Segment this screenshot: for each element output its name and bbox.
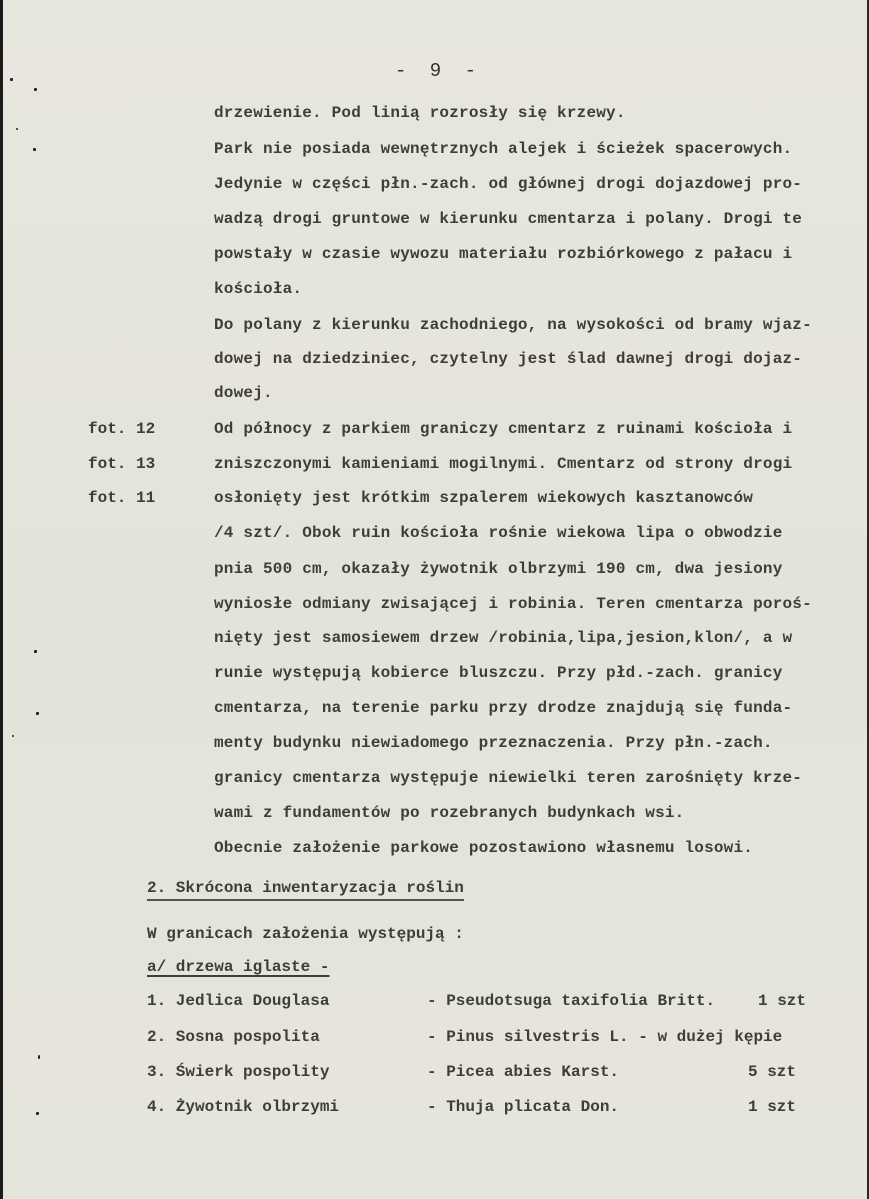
text-line: Park nie posiada wewnętrznych alejek i ścieżek spacerowych. — [214, 140, 793, 158]
subsection-heading: a/ drzewa iglaste - — [147, 958, 330, 976]
text-line: cmentarza, na terenie parku przy drodze znajdują się funda- — [214, 699, 793, 717]
plant-name: 3. Świerk pospolity — [147, 1063, 330, 1081]
text-line: dowej na dziedziniec, czytelny jest ślad dawnej drogi dojaz- — [214, 350, 803, 368]
section-intro: W granicach założenia występują : — [147, 925, 464, 943]
plant-name: 2. Sosna pospolita — [147, 1028, 320, 1046]
text-line: powstały w czasie wywozu materiału rozbiórkowego z pałacu i — [214, 245, 793, 263]
text-line: Do polany z kierunku zachodniego, na wysokości od bramy wjaz- — [214, 316, 812, 334]
scan-speck — [33, 148, 36, 151]
text-line: Od północy z parkiem graniczy cmentarz z ruinami kościoła i — [214, 420, 793, 438]
text-line: /4 szt/. Obok ruin kościoła rośnie wiekowa lipa o obwodzie — [214, 524, 783, 542]
photo-reference: fot. 11 — [88, 489, 156, 507]
scan-speck — [36, 1112, 39, 1115]
plant-latin-name: - Thuja plicata Don. — [427, 1098, 620, 1116]
scan-speck — [36, 712, 39, 715]
plant-latin-name: - Pseudotsuga taxifolia Britt. — [427, 992, 716, 1010]
scan-edge-left — [0, 0, 3, 1199]
text-line: wami z fundamentów po rozebranych budynkach wsi. — [214, 804, 685, 822]
text-line: pnia 500 cm, okazały żywotnik olbrzymi 190 cm, dwa jesiony — [214, 560, 783, 578]
scan-speck — [38, 1055, 40, 1059]
text-line: dowej. — [214, 384, 273, 402]
text-line: kościoła. — [214, 280, 303, 298]
plant-name: 1. Jedlica Douglasa — [147, 992, 330, 1010]
text-line: drzewienie. Pod linią rozrosły się krzewy. — [214, 104, 626, 122]
text-line: runie występują kobierce bluszczu. Przy płd.-zach. granicy — [214, 664, 783, 682]
text-line: osłonięty jest krótkim szpalerem wiekowych kasztanowców — [214, 489, 754, 507]
text-line: menty budynku niewiadomego przeznaczenia. Przy płn.-zach. — [214, 734, 773, 752]
photo-reference: fot. 12 — [88, 420, 156, 438]
scan-speck — [10, 78, 13, 81]
plant-latin-name: - Pinus silvestris L. - w dużej kępie — [427, 1028, 783, 1046]
text-line: nięty jest samosiewem drzew /robinia,lipa,jesion,klon/, a w — [214, 629, 793, 647]
text-line: zniszczonymi kamieniami mogilnymi. Cmentarz od strony drogi — [214, 455, 793, 473]
text-line: granicy cmentarza występuje niewielki teren zarośnięty krze- — [214, 769, 803, 787]
section-heading: 2. Skrócona inwentaryzacja roślin — [147, 879, 464, 901]
text-line: wadzą drogi gruntowe w kierunku cmentarza i polany. Drogi te — [214, 210, 803, 228]
plant-name: 4. Żywotnik olbrzymi — [147, 1098, 340, 1116]
text-line: wyniosłe odmiany zwisającej i robinia. Teren cmentarza poroś- — [214, 595, 812, 613]
plant-latin-name: - Picea abies Karst. — [427, 1063, 620, 1081]
text-line: Jedynie w części płn.-zach. od głównej drogi dojazdowej pro- — [214, 175, 803, 193]
text-line: Obecnie założenie parkowe pozostawiono własnemu losowi. — [214, 839, 754, 857]
page-number: - 9 - — [395, 60, 483, 82]
plant-quantity: 5 szt — [748, 1063, 797, 1081]
scan-speck — [34, 88, 37, 91]
scan-speck — [12, 735, 14, 737]
scan-speck — [34, 650, 37, 653]
plant-quantity: 1 szt — [748, 1098, 797, 1116]
scan-speck — [16, 128, 18, 130]
plant-quantity: 1 szt — [758, 992, 807, 1010]
photo-reference: fot. 13 — [88, 455, 156, 473]
